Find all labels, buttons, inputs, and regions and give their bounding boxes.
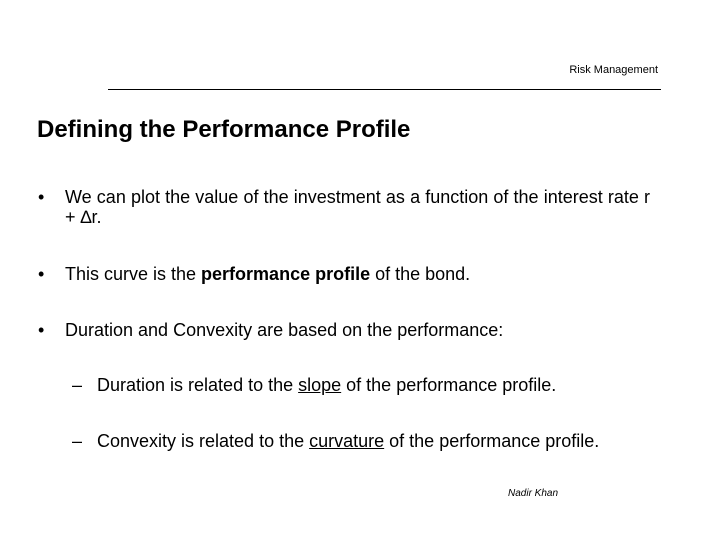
- sub-bullet-text-post: of the performance profile.: [384, 431, 600, 451]
- bullet-icon: •: [38, 187, 45, 207]
- footer-author: Nadir Khan: [508, 488, 559, 499]
- bullet-text-pre: This curve is the: [65, 264, 202, 284]
- bullet-text: We can plot the value of the investment as a function of the interest rate r + ∆r.: [65, 187, 650, 227]
- sub-bullet-text-pre: Convexity is related to the: [97, 431, 310, 451]
- bullet-text: [65, 264, 650, 284]
- bullet-icon: •: [38, 320, 45, 340]
- slide-title: Defining the Performance Profile: [37, 116, 411, 143]
- header-divider: [108, 89, 661, 90]
- sub-bullet-text-post: of the performance profile.: [341, 375, 557, 395]
- bullet-text: Duration and Convexity are based on the performance:: [65, 320, 504, 340]
- sub-bullet-text-pre: Duration is related to the: [97, 375, 299, 395]
- bullet-item: [38, 320, 650, 340]
- dash-icon: –: [72, 375, 83, 395]
- bullet-item: [38, 264, 650, 284]
- sub-bullet-text: [97, 375, 650, 395]
- dash-icon: –: [72, 431, 83, 451]
- header-label: Risk Management: [569, 64, 658, 76]
- bullet-icon: •: [38, 264, 45, 284]
- bullet-item: [38, 187, 650, 227]
- bullet-text-emphasis: performance profile: [201, 264, 371, 284]
- sub-bullet-text: [97, 431, 650, 451]
- sub-bullet-item: [72, 431, 650, 451]
- sub-bullet-text-underlined: curvature: [309, 431, 385, 451]
- bullet-text-post: of the bond.: [370, 264, 471, 284]
- sub-bullet-item: [72, 375, 650, 395]
- sub-bullet-text-underlined: slope: [298, 375, 342, 395]
